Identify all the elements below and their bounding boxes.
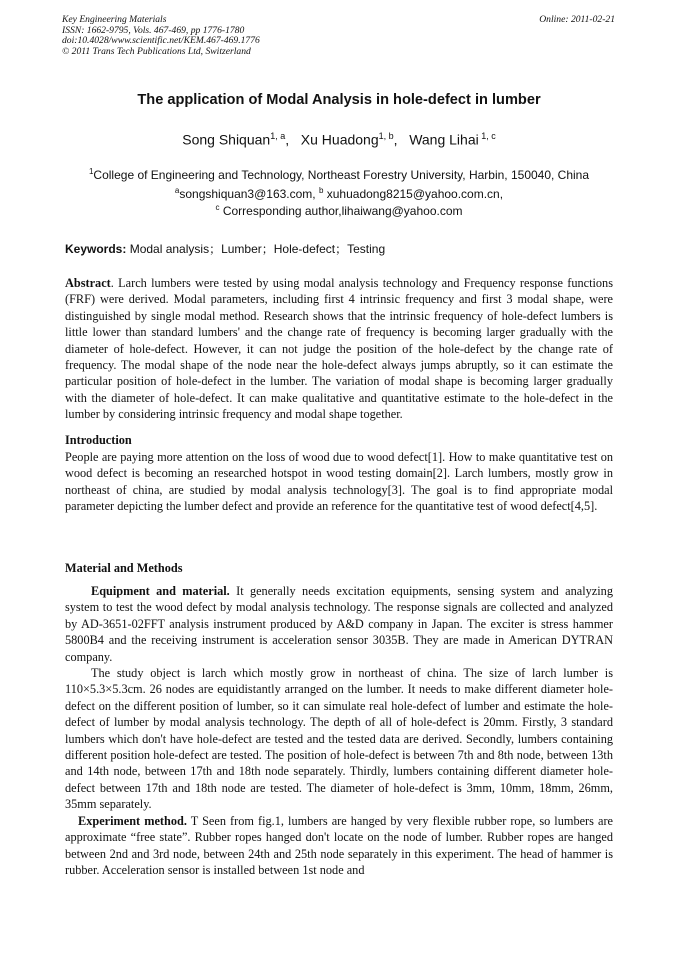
email-line-2: $^c$ Corresponding author,lihaiwang@yahoo.com (215, 203, 463, 218)
abstract-label: Abstract (65, 276, 111, 290)
email-a[interactable]: songshiquan3@163.com, (179, 187, 319, 201)
experiment-text: T Seen from fig.1, lumbers are hanged by very flexible rubber rope, so lumbers are approximate “free state”. Rubber ropes hanged don't locate on the node of lumber. Rubber ropes are hanged between 2nd and 3rd node, between 24th and 25th node separately in this experiment. The head of hammer is rubber. Acceleration sensor is installed between 1st node and (65, 813, 613, 877)
journal-name: Key Engineering Materials (62, 14, 167, 25)
study-text: The study object is larch which mostly grow in northeast of china. The size of larch lumber is 110×5.3×5.3cm. 26 nodes are equidistantly arranged on the lumber. It needs to make different diameter hole-defect on the different position of lumber, so it can simulate real hole-defect of lumber and estimate the hole-defect of lumber by modal analysis technology. The depth of all of hole-defect is 20mm. Firstly, 3 standard lumbers which don't have hole-defect are tested and the tested data are derived. Secondly, lumbers containing different position hole-defect are tested. The position of hole-defect is between 7th and 8th node, between 13th and 14th node, between 17th and 18th node separately. Thirdly, lumbers containing different diameter hole-defect between 17th and 18th node are tested. The diameter of hole-defect is 3mm, 10mm, 18mm, 26mm, 35mm separately. (65, 666, 613, 812)
author-sup: 1, c (478, 131, 496, 141)
equipment-text: It generally needs excitation equipments, sensing system and analyzing system to test the wood defect by modal analysis technology. The response signals are collected and analyzed by AD-3651-02FFT analysis instrument produced by A&D company in Japan. The exciter is stress hammer 5800B4 and the receiving instrument is acceleration sensor 3035B. They are made in American DYTRAN company. (65, 584, 613, 664)
author-name: Song Shiquan (182, 131, 271, 148)
author-name: Xu Huadong (300, 131, 379, 148)
methods-body (65, 583, 613, 878)
abstract (65, 275, 613, 423)
abstract-text: . Larch lumbers were tested by using modal analysis technology and Frequency response functions (FRF) were derived. Modal parameters, including first 4 intrinsic frequency and first 3 modal shape, were distinguished by single modal method. Research shows that the intrinsic frequency of hole-defect lumbers is little lower than standard lumbers' and the change rate of frequency is becoming larger gradually with the diameter of hole-defect. However, it can not judge the position of the hole-defect by the change rate of frequency. The modal shape of the node near the hole-defect always jumps abruptly, so it can estimate the particular position of hole-defect in the lumber. The variation of modal shape is becoming larger gradually with the diameter of hole-defect. It can make qualitative and quantitative estimate to the hole-defect in the lumber by considering intrinsic frequency and modal shape together. (65, 276, 613, 422)
doi-line: doi:10.4028/www.scientific.net/KEM.467-469.1776 (62, 35, 260, 47)
keywords (65, 240, 385, 257)
journal-header (62, 15, 615, 57)
affiliation-text: College of Engineering and Technology, Northeast Forestry University, Harbin, 150040, China (93, 168, 590, 182)
online-date: Online: 2011-02-21 (539, 14, 615, 25)
paper-title: The application of Modal Analysis in hole-defect in lumber (137, 92, 541, 108)
email-c[interactable]: Corresponding author,lihaiwang@yahoo.com (219, 204, 463, 218)
keywords-text: Modal analysis；Lumber；Hole-defect；Testing (126, 242, 386, 256)
author-sup: 1, a (270, 131, 286, 141)
introduction-body (65, 449, 613, 515)
author-sup: 1, b (378, 131, 394, 141)
affiliation: $^1$College of Engineering and Technology, Northeast Forestry University, Harbin, 150040, China (88, 167, 590, 182)
methods-heading: Material and Methods (65, 561, 183, 575)
author-name: Wang Lihai (409, 131, 479, 148)
equipment-label: Equipment and material. (91, 584, 230, 598)
author-list: Song Shiquan$^{1, a}$, Xu Huadong$^{1, b}$, Wang Lihai $^{1, c}$ (182, 131, 496, 148)
email-b[interactable]: xuhuadong8215@yahoo.com.cn, (323, 187, 504, 201)
copyright-line: © 2011 Trans Tech Publications Ltd, Switzerland (62, 45, 251, 57)
email-line-1: $^a$songshiquan3@163.com, $^b$ xuhuadong8215@yahoo.com.cn, (174, 186, 504, 201)
introduction-text: People are paying more attention on the loss of wood due to wood defect[1]. How to make quantitative test on wood defect is becoming an researched hotspot in wood testing domain[2]. Larch lumbers, mostly grow in northeast of china, are studied by modal analysis technology[3]. The goal is to find appropriate modal parameter depicting the lumber defect and provide an reference for the quantitative test of wood defect[4,5]. (65, 450, 613, 514)
issn-line: ISSN: 1662-9795, Vols. 467-469, pp 1776-1780 (62, 24, 245, 36)
experiment-label: Experiment method. (78, 813, 187, 828)
introduction-heading: Introduction (65, 433, 132, 447)
keywords-label: Keywords: (65, 242, 127, 256)
